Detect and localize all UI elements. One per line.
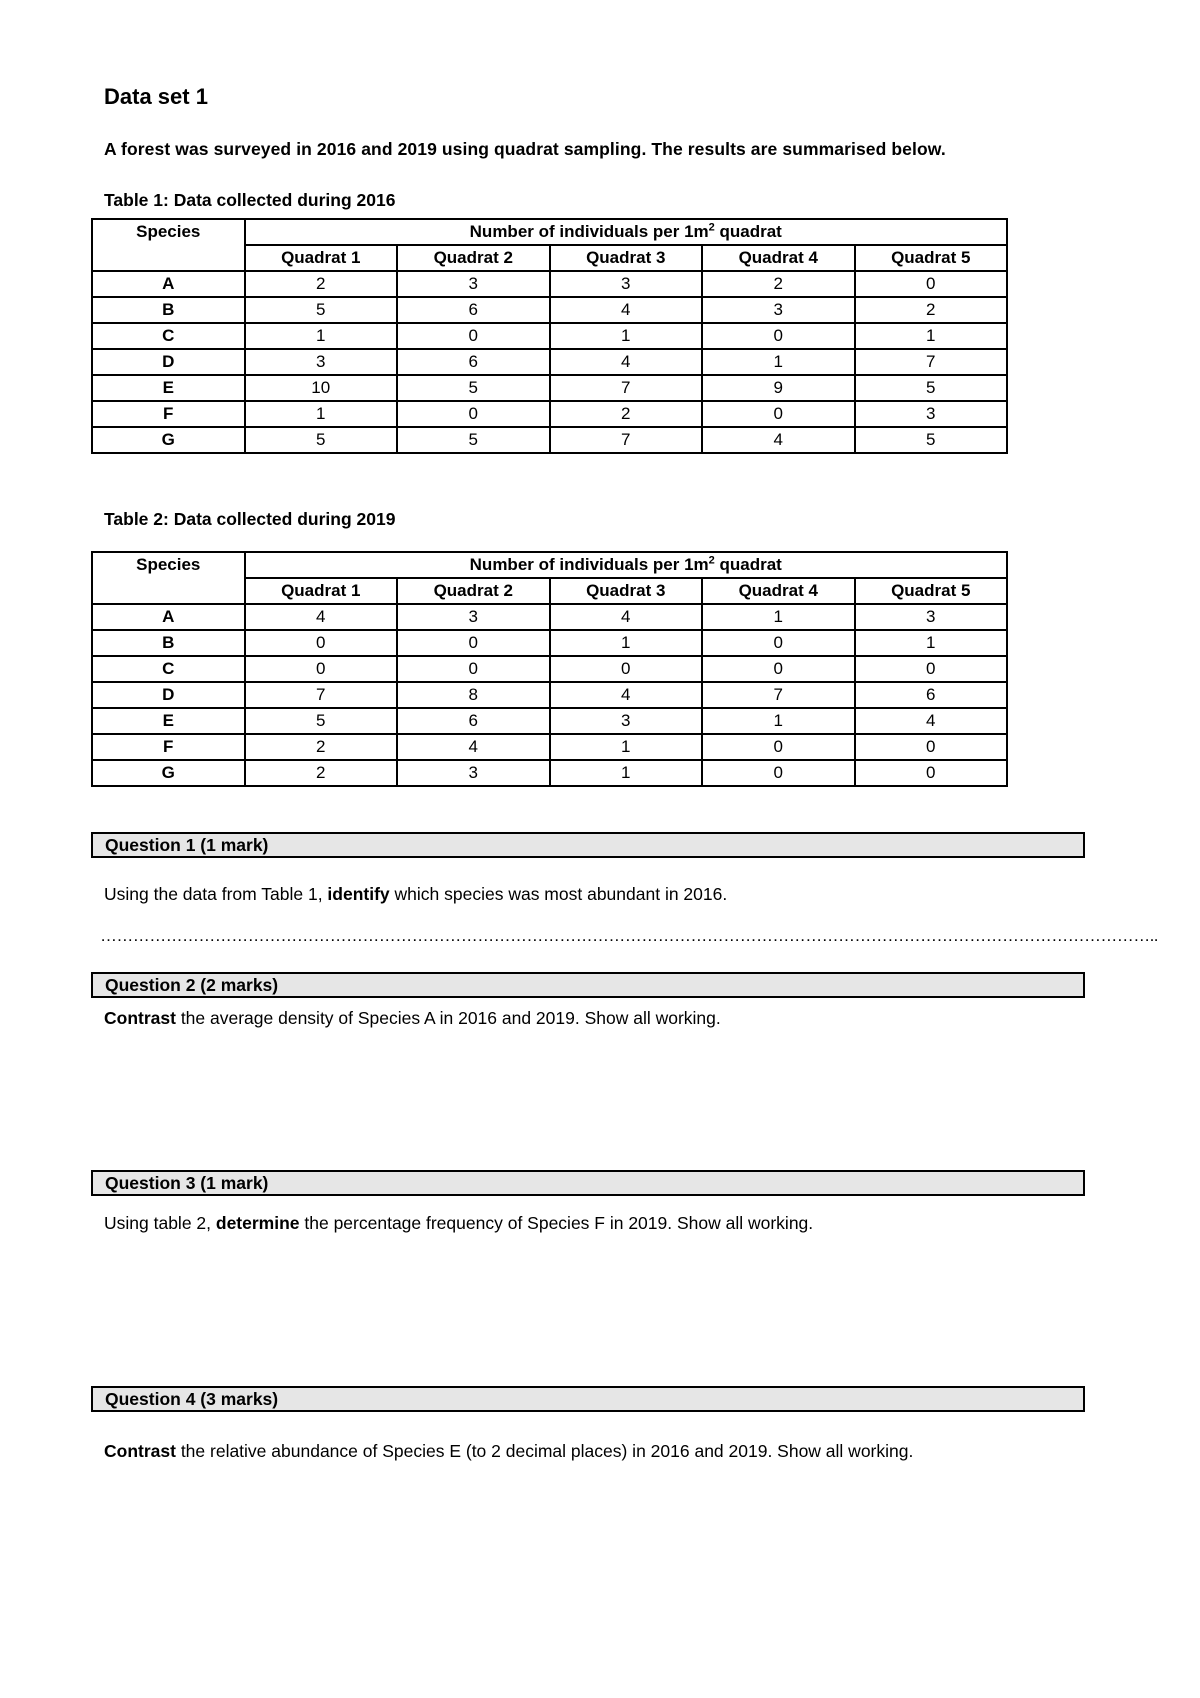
count-cell: 5: [245, 297, 398, 323]
count-cell: 7: [245, 682, 398, 708]
count-cell: 0: [702, 734, 855, 760]
table-row: [92, 375, 1007, 401]
count-cell: 0: [855, 656, 1008, 682]
species-header: Species: [92, 219, 245, 271]
count-cell: 0: [855, 734, 1008, 760]
count-cell: 2: [855, 297, 1008, 323]
table2: [91, 551, 1008, 787]
count-cell: 6: [397, 349, 550, 375]
count-cell: 10: [245, 375, 398, 401]
count-cell: 1: [702, 349, 855, 375]
question1-heading: Question 1 (1 mark): [91, 832, 1085, 858]
table-row: [92, 734, 1007, 760]
quadrat-header: Quadrat 4: [702, 578, 855, 604]
count-cell: 0: [397, 401, 550, 427]
count-cell: 3: [245, 349, 398, 375]
count-cell: 4: [550, 297, 703, 323]
count-cell: 5: [855, 427, 1008, 453]
count-cell: 7: [702, 682, 855, 708]
table-row: [92, 297, 1007, 323]
species-cell: F: [92, 734, 245, 760]
count-cell: 3: [550, 271, 703, 297]
table1: [91, 218, 1008, 454]
count-cell: 6: [397, 708, 550, 734]
count-cell: 2: [245, 734, 398, 760]
count-cell: 0: [245, 630, 398, 656]
count-cell: 7: [855, 349, 1008, 375]
count-cell: 1: [855, 630, 1008, 656]
quadrat-header: Quadrat 2: [397, 245, 550, 271]
count-cell: 5: [855, 375, 1008, 401]
question4-heading: Question 4 (3 marks): [91, 1386, 1085, 1412]
table2-caption: Table 2: Data collected during 2019: [104, 509, 396, 529]
species-cell: G: [92, 427, 245, 453]
count-cell: 4: [550, 349, 703, 375]
table-row: [92, 401, 1007, 427]
species-cell: B: [92, 630, 245, 656]
count-cell: 0: [702, 760, 855, 786]
count-cell: 6: [855, 682, 1008, 708]
question2-heading: Question 2 (2 marks): [91, 972, 1085, 998]
count-cell: 1: [550, 760, 703, 786]
count-cell: 4: [702, 427, 855, 453]
question3-heading: Question 3 (1 mark): [91, 1170, 1085, 1196]
quadrat-header: Quadrat 3: [550, 578, 703, 604]
answer-line: …………………………………………………………………………………………………………………………………………………………………………..: [100, 926, 1158, 945]
table-row: [92, 656, 1007, 682]
species-cell: B: [92, 297, 245, 323]
quadrat-header: Quadrat 2: [397, 578, 550, 604]
count-cell: 8: [397, 682, 550, 708]
species-cell: C: [92, 656, 245, 682]
table-row: [92, 630, 1007, 656]
species-cell: A: [92, 604, 245, 630]
count-cell: 0: [702, 630, 855, 656]
question2-text: Contrast the average density of Species A in 2016 and 2019. Show all working.: [104, 1008, 721, 1028]
count-cell: 0: [550, 656, 703, 682]
count-cell: 7: [550, 427, 703, 453]
count-cell: 4: [397, 734, 550, 760]
table-row: [92, 708, 1007, 734]
table-row: [92, 427, 1007, 453]
species-cell: E: [92, 375, 245, 401]
count-cell: 0: [702, 401, 855, 427]
count-cell: 2: [245, 760, 398, 786]
count-cell: 1: [855, 323, 1008, 349]
table-row: [92, 323, 1007, 349]
group-header: Number of individuals per $1m^2$ quadrat: [245, 552, 1008, 578]
count-cell: 4: [245, 604, 398, 630]
species-cell: D: [92, 349, 245, 375]
count-cell: 5: [245, 427, 398, 453]
species-cell: A: [92, 271, 245, 297]
count-cell: 2: [245, 271, 398, 297]
count-cell: 3: [397, 271, 550, 297]
count-cell: 5: [245, 708, 398, 734]
table-row: [92, 349, 1007, 375]
group-header: Number of individuals per $1m^2$ quadrat: [245, 219, 1008, 245]
count-cell: 1: [702, 604, 855, 630]
count-cell: 3: [550, 708, 703, 734]
table1-caption: Table 1: Data collected during 2016: [104, 190, 396, 210]
count-cell: 3: [702, 297, 855, 323]
count-cell: 1: [550, 734, 703, 760]
count-cell: 2: [550, 401, 703, 427]
count-cell: 1: [550, 323, 703, 349]
question3-text: Using table 2, determine the percentage frequency of Species F in 2019. Show all working.: [104, 1213, 814, 1233]
question1-text: Using the data from Table 1, identify which species was most abundant in 2016.: [104, 884, 728, 904]
count-cell: 3: [397, 760, 550, 786]
count-cell: 0: [245, 656, 398, 682]
count-cell: 0: [397, 323, 550, 349]
quadrat-header: Quadrat 3: [550, 245, 703, 271]
question4-text: Contrast the relative abundance of Species E (to 2 decimal places) in 2016 and 2019. Show all working.: [104, 1441, 914, 1461]
count-cell: 7: [550, 375, 703, 401]
table-row: [92, 271, 1007, 297]
count-cell: 9: [702, 375, 855, 401]
table-row: [92, 682, 1007, 708]
count-cell: 1: [702, 708, 855, 734]
quadrat-header: Quadrat 4: [702, 245, 855, 271]
species-header: Species: [92, 552, 245, 604]
count-cell: 4: [855, 708, 1008, 734]
count-cell: 1: [550, 630, 703, 656]
count-cell: 3: [855, 401, 1008, 427]
count-cell: 3: [855, 604, 1008, 630]
species-cell: E: [92, 708, 245, 734]
count-cell: 0: [397, 630, 550, 656]
quadrat-header: Quadrat 5: [855, 578, 1008, 604]
table-row: [92, 604, 1007, 630]
count-cell: 4: [550, 604, 703, 630]
count-cell: 1: [245, 323, 398, 349]
count-cell: 6: [397, 297, 550, 323]
species-cell: C: [92, 323, 245, 349]
page-title: Data set 1: [104, 84, 208, 109]
quadrat-header: Quadrat 1: [245, 578, 398, 604]
table-row: [92, 760, 1007, 786]
quadrat-header: Quadrat 5: [855, 245, 1008, 271]
quadrat-header: Quadrat 1: [245, 245, 398, 271]
count-cell: 5: [397, 375, 550, 401]
count-cell: 4: [550, 682, 703, 708]
count-cell: 3: [397, 604, 550, 630]
count-cell: 0: [702, 656, 855, 682]
count-cell: 2: [702, 271, 855, 297]
count-cell: 0: [855, 271, 1008, 297]
count-cell: 0: [855, 760, 1008, 786]
intro-text: A forest was surveyed in 2016 and 2019 using quadrat sampling. The results are summarised below.: [104, 139, 946, 159]
count-cell: 0: [702, 323, 855, 349]
species-cell: G: [92, 760, 245, 786]
count-cell: 1: [245, 401, 398, 427]
count-cell: 5: [397, 427, 550, 453]
species-cell: F: [92, 401, 245, 427]
species-cell: D: [92, 682, 245, 708]
count-cell: 0: [397, 656, 550, 682]
